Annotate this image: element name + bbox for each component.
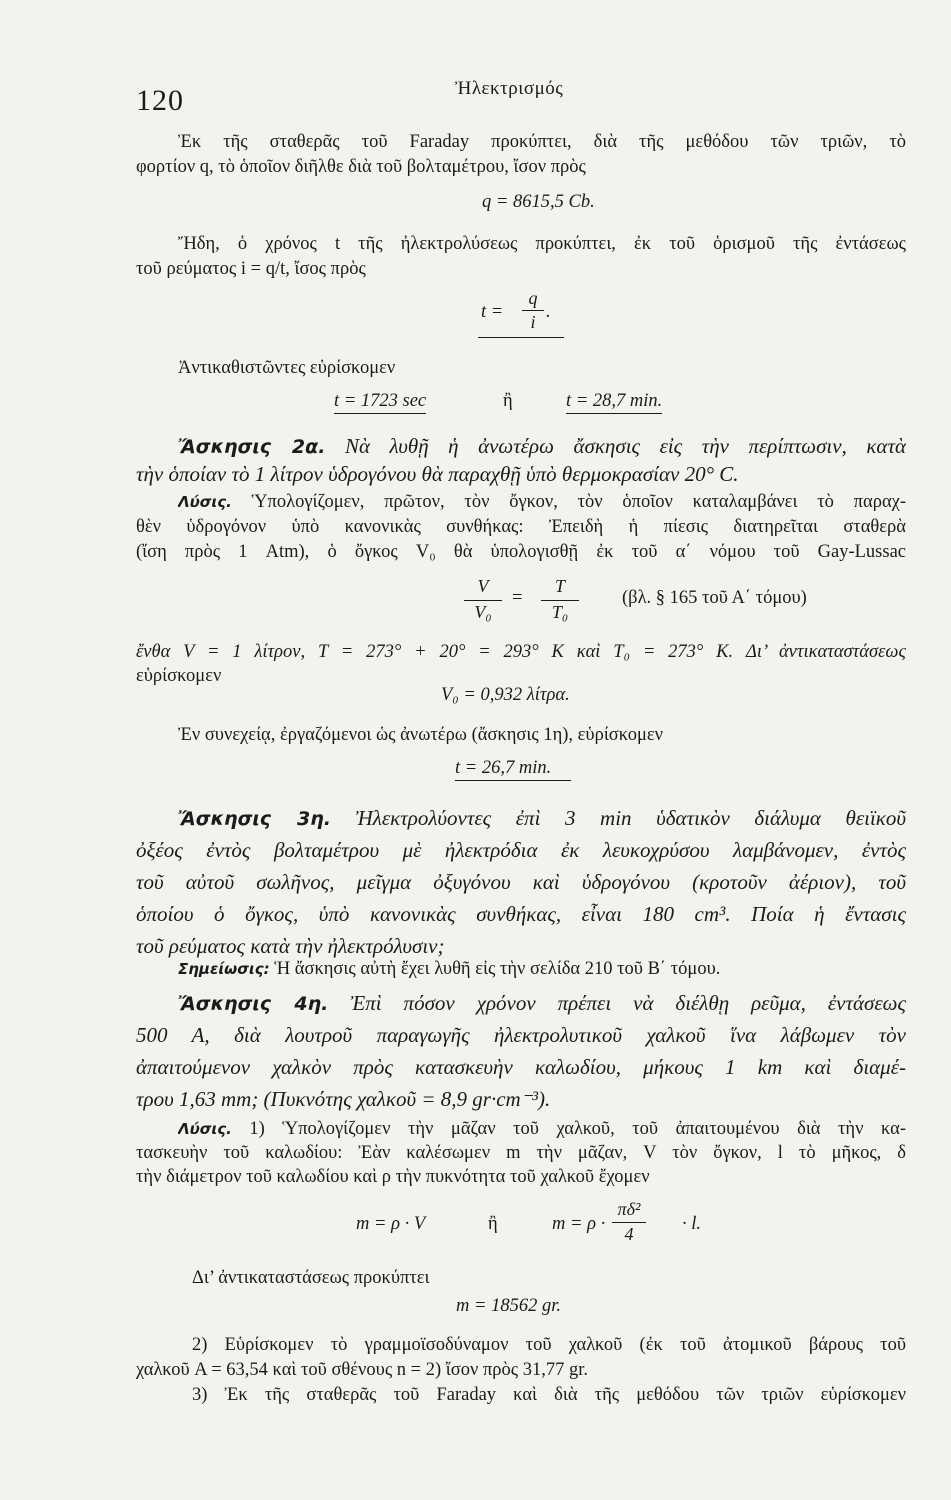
exercise-2-label: Ἄσκησις 2α. xyxy=(178,436,326,458)
exercise-2-result-wrap xyxy=(455,758,571,779)
exercise-3-line-3: τοῦ αὐτοῦ σωλῆνος, μεῖγμα ὀξυγόνου καὶ ὑδρογόνου (κροτοῦν ἀέριον), τοῦ xyxy=(136,870,906,894)
exercise-4-solution-line-3: τὴν διάμετρον τοῦ καλωδίου καὶ ρ τὴν πυκνότητα τοῦ χαλκοῦ ἔχομεν xyxy=(136,1167,650,1187)
eq-t-dot: . xyxy=(546,302,551,322)
frac2-numerator: T xyxy=(554,576,565,596)
exercise-2-where-line: ἔνθα V = 1 λίτρον, T = 273° + 20° = 293° K καὶ T₀ = 273° K. Δι’ ἀντικαταστάσεως xyxy=(136,642,906,662)
exercise-2-line-2: τὴν ὁποίαν τὸ 1 λίτρον ὑδρογόνου θὰ παραχθῇ ὑπὸ θερμοκρασίαν 20° C. xyxy=(136,462,739,486)
equation-or: ἢ xyxy=(488,1214,498,1234)
frac1-denominator: V₀ xyxy=(474,602,492,622)
intro-line-5: Ἀντικαθιστῶντες εὑρίσκομεν xyxy=(178,358,396,378)
volume-reference: (βλ. § 165 τοῦ Α΄ τόμου) xyxy=(622,588,807,608)
separator-rule xyxy=(478,337,564,338)
equation-v0: V₀ = 0,932 λίτρα. xyxy=(441,685,570,705)
exercise-4-label: Ἄσκησις 4η. xyxy=(178,993,329,1015)
frac1-numerator: V xyxy=(477,576,489,596)
frac1-bar xyxy=(464,600,502,601)
result-seconds: t = 1723 sec xyxy=(334,391,426,414)
equation-mass-2-left: m = ρ · xyxy=(552,1214,606,1234)
eq-t-fraction-bar xyxy=(522,310,544,311)
exercise-3-note-text: Ἡ ἄσκησις αὐτὴ ἔχει λυθῆ εἰς τὴν σελίδα 210 τοῦ Β΄ τόμου. xyxy=(274,959,721,979)
frac2-denominator: T₀ xyxy=(551,602,569,622)
intro-line-4: τοῦ ρεύματος i = q/t, ἴσος πρὸς xyxy=(136,259,366,279)
exercise-2-solution-line-3: (ἴση πρὸς 1 Atm), ὁ ὄγκος V₀ θὰ ὑπολογισθῇ ἐκ τοῦ α΄ νόμου τοῦ Gay-Lussac xyxy=(136,542,906,562)
equation-mass-2-right: · l. xyxy=(682,1214,702,1234)
exercise-2-solution-text-1: Ὑπολογίζομεν, πρῶτον, τὸν ὄγκον, τὸν ὁποῖον καταλαμβάνει τὸ παραχ- xyxy=(251,492,906,512)
equation-mass-1: m = ρ · V xyxy=(356,1214,426,1234)
exercise-2-text-1: Νὰ λυθῇ ἡ ἀνωτέρω ἄσκησις εἰς τὴν περίπτωσιν, κατὰ xyxy=(344,434,906,458)
result-or: ἢ xyxy=(503,391,513,411)
exercise-3-label: Ἄσκησις 3η. xyxy=(178,808,331,830)
equals-sign: = xyxy=(512,588,523,608)
exercise-3-line-5: τοῦ ρεύματος κατὰ τὴν ἠλεκτρόλυσιν; xyxy=(136,934,445,958)
exercise-4-line-2: 500 A, διὰ λουτροῦ παραγωγῆς ἠλεκτρολυτικοῦ χαλκοῦ ἵνα λάβωμεν τὸν xyxy=(136,1023,906,1047)
running-title: Ἠλεκτρισμός xyxy=(455,78,564,99)
exercise-3-note-line xyxy=(178,957,906,981)
exercise-3-line-1 xyxy=(178,805,906,832)
exercise-3-note-label: Σημείωσις: xyxy=(178,960,270,978)
eq-t-numerator: q xyxy=(528,288,538,308)
result-minutes: t = 28,7 min. xyxy=(566,391,662,414)
exercise-2-solution-line-2: θὲν ὑδρογόνον ὑπὸ κανονικὰς συνθήκας: Ἐπειδὴ ἡ πίεσις διατηρεῖται σταθερὰ xyxy=(136,517,906,537)
equation-charge: q = 8615,5 Cb. xyxy=(482,192,595,212)
eq-t-left: t = xyxy=(481,302,504,322)
exercise-2-continue-line: Ἐν συνεχείᾳ, ἐργαζόμενοι ὡς ἀνωτέρω (ἄσκησις 1η), εὑρίσκομεν xyxy=(178,725,663,745)
eq-t-denominator: i xyxy=(530,312,536,332)
exercise-2-solution-label: Λύσις. xyxy=(178,493,232,511)
exercise-2-result: t = 26,7 min. xyxy=(455,758,571,781)
equation-mass-2-denominator: 4 xyxy=(624,1224,634,1244)
equation-mass-2-bar xyxy=(612,1222,646,1223)
exercise-2-find-line: εὑρίσκομεν xyxy=(136,666,222,686)
exercise-4-text-1: Ἐπὶ πόσον χρόνον πρέπει νὰ διέλθῃ ρεῦμα, ἐντάσεως xyxy=(350,991,906,1015)
exercise-4-solution-line-2: τασκευὴν τοῦ καλωδίου: Ἐὰν καλέσωμεν m τὴν μᾶζαν, V τὸν ὄγκον, l τὸ μῆκος, δ xyxy=(136,1143,906,1163)
exercise-2-solution-line-1 xyxy=(178,490,906,514)
exercise-3-line-4: ὁποίου ὁ ὄγκος, ὑπὸ κανονικὰς συνθήκας, εἶναι 180 cm³. Ποία ἡ ἔντασις xyxy=(136,902,906,926)
exercise-2-line-1 xyxy=(178,433,906,460)
exercise-3-line-2: ὀξέος ἐντὸς βολταμέτρου μὲ ἠλεκτρόδια ἐκ λευκοχρύσου λαμβάνομεν, ἐντὸς xyxy=(136,838,906,862)
exercise-4-step-2-line-2: χαλκοῦ A = 63,54 καὶ τοῦ σθένους n = 2) ἴσον πρὸς 31,77 gr. xyxy=(136,1360,588,1380)
exercise-3-text-1: Ἠλεκτρολύοντες ἐπὶ 3 min ὑδατικὸν διάλυμα θειϊκοῦ xyxy=(355,806,906,830)
intro-line-1: Ἐκ τῆς σταθερᾶς τοῦ Faraday προκύπτει, διὰ τῆς μεθόδου τῶν τριῶν, τὸ xyxy=(178,132,906,152)
exercise-4-step-2-line-1: 2) Εὑρίσκομεν τὸ γραμμοϊσοδύναμον τοῦ χαλκοῦ (ἐκ τοῦ ἀτομικοῦ βάρους τοῦ xyxy=(192,1335,906,1355)
intro-line-2: φορτίον q, τὸ ὁποῖον διῆλθε διὰ τοῦ βολταμέτρου, ἴσον πρὸς xyxy=(136,157,586,177)
equation-mass-2-numerator: πδ² xyxy=(617,1199,641,1219)
exercise-4-solution-label: Λύσις. xyxy=(178,1120,232,1138)
result-seconds-wrap xyxy=(334,391,426,412)
result-minutes-wrap xyxy=(566,391,662,412)
exercise-4-substitution-line: Δι’ ἀντικαταστάσεως προκύπτει xyxy=(192,1268,430,1288)
intro-line-3: Ἤδη, ὁ χρόνος t τῆς ἠλεκτρολύσεως προκύπτει, ἐκ τοῦ ὁρισμοῦ τῆς ἐντάσεως xyxy=(178,234,906,254)
exercise-4-solution-text-1: 1) Ὑπολογίζομεν τὴν μᾶζαν τοῦ χαλκοῦ, τοῦ ἀπαιτουμένου διὰ τὴν κα- xyxy=(249,1119,906,1139)
frac2-bar xyxy=(541,600,579,601)
exercise-4-step-3-line: 3) Ἐκ τῆς σταθερᾶς τοῦ Faraday καὶ διὰ τῆς μεθόδου τῶν τριῶν εὑρίσκομεν xyxy=(192,1385,906,1405)
exercise-4-line-4: τρου 1,63 mm; (Πυκνότης χαλκοῦ = 8,9 gr·cm⁻³). xyxy=(136,1087,551,1111)
exercise-4-solution-line-1 xyxy=(178,1117,906,1141)
equation-mass-result: m = 18562 gr. xyxy=(456,1296,561,1316)
exercise-4-line-3: ἀπαιτούμενον χαλκὸν πρὸς κατασκευὴν καλωδίου, μήκους 1 km καὶ διαμέ- xyxy=(136,1055,906,1079)
exercise-4-line-1 xyxy=(178,990,906,1017)
page-number: 120 xyxy=(136,84,184,117)
